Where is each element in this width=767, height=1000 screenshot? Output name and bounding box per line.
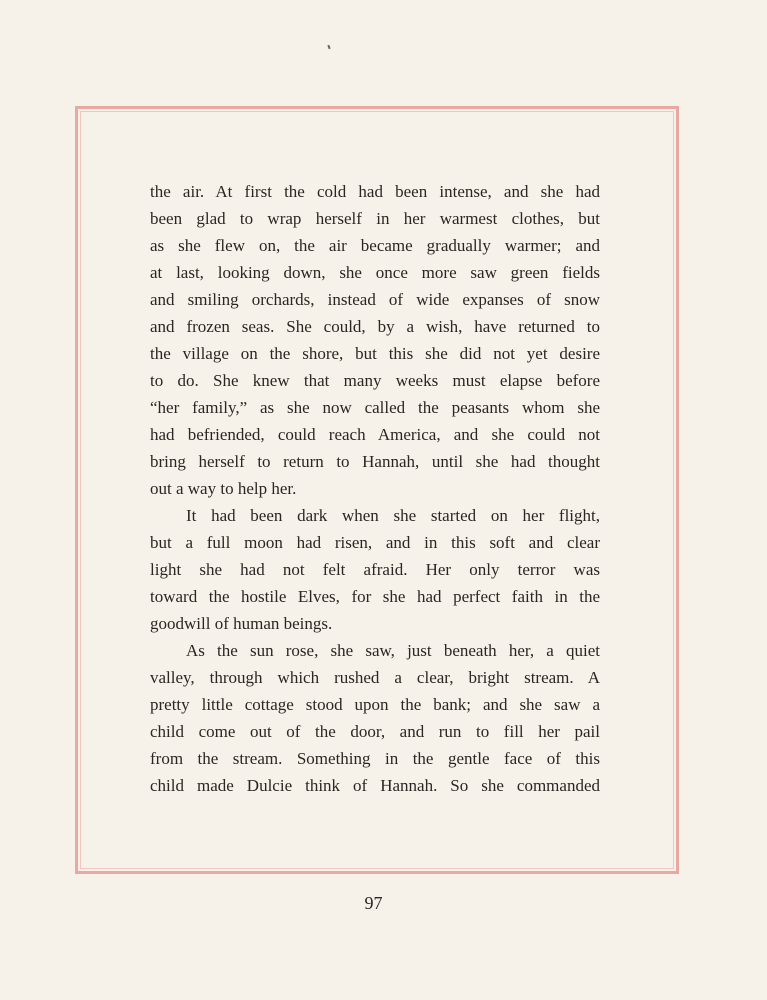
body-text xyxy=(150,178,600,799)
text-line: child made Dulcie think of Hannah. So she commanded xyxy=(150,776,600,795)
page-number: 97 xyxy=(364,893,383,913)
text-line: out a way to help her. xyxy=(150,479,297,498)
text-line: from the stream. Something in the gentle face of this xyxy=(150,749,600,768)
text-line: as she flew on, the air became gradually warmer; and xyxy=(150,236,600,255)
text-line: at last, looking down, she once more saw green fields xyxy=(150,263,600,282)
text-line: been glad to wrap herself in her warmest clothes, but xyxy=(150,209,600,228)
text-line: “her family,” as she now called the peasants whom she xyxy=(150,398,600,417)
text-line: to do. She knew that many weeks must elapse before xyxy=(150,371,600,390)
text-line: the village on the shore, but this she did not yet desire xyxy=(150,344,600,363)
text-line: and smiling orchards, instead of wide expanses of snow xyxy=(150,290,600,309)
text-line: had befriended, could reach America, and she could not xyxy=(150,425,600,444)
ink-speck xyxy=(327,45,330,49)
text-line: toward the hostile Elves, for she had perfect faith in the xyxy=(150,587,600,606)
text-line: light she had not felt afraid. Her only terror was xyxy=(150,560,600,579)
text-line: but a full moon had risen, and in this soft and clear xyxy=(150,533,600,552)
text-line: It had been dark when she started on her flight, xyxy=(186,506,600,525)
text-line: goodwill of human beings. xyxy=(150,614,333,633)
paragraph-1 xyxy=(150,178,600,502)
paragraph-3 xyxy=(150,637,600,799)
paragraph-2 xyxy=(150,502,600,637)
text-line: pretty little cottage stood upon the bank; and she saw a xyxy=(150,695,600,714)
text-line: child come out of the door, and run to fill her pail xyxy=(150,722,600,741)
text-line: and frozen seas. She could, by a wish, have returned to xyxy=(150,317,600,336)
text-line: As the sun rose, she saw, just beneath her, a quiet xyxy=(186,641,600,660)
text-line: valley, through which rushed a clear, bright stream. A xyxy=(150,668,600,687)
text-line: bring herself to return to Hannah, until she had thought xyxy=(150,452,600,471)
text-line: the air. At first the cold had been intense, and she had xyxy=(150,182,600,201)
